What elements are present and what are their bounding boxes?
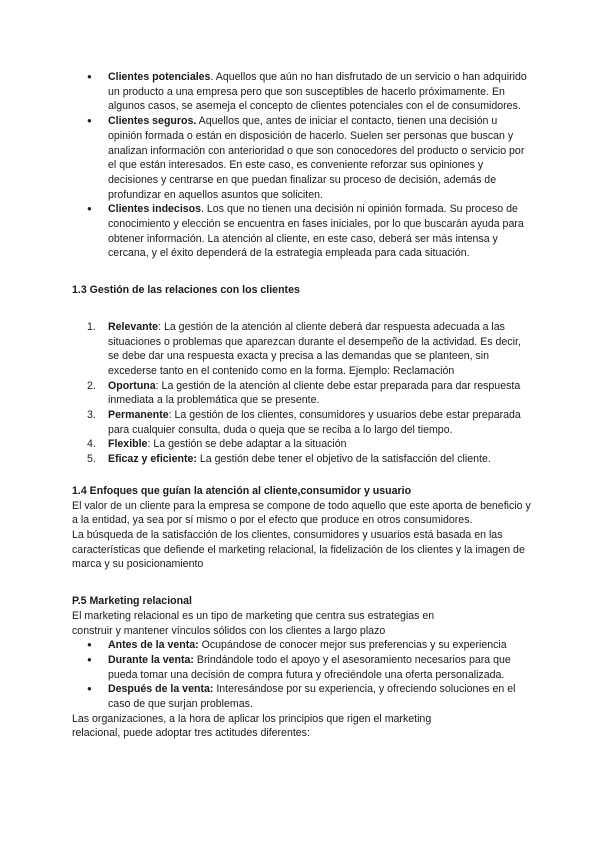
list-item — [72, 408, 534, 437]
paragraph-line: Las organizaciones, a la hora de aplicar los principios que rigen el marketing — [72, 712, 432, 725]
list-item — [72, 638, 534, 653]
list-item — [72, 70, 534, 114]
item-term: Clientes potenciales — [108, 71, 211, 83]
management-criteria-list — [72, 320, 534, 467]
list-item — [72, 653, 534, 682]
item-text: : La gestión de la atención al cliente debe estar preparada para dar respuesta inmediata a la problemática que se presente. — [108, 379, 521, 407]
item-number: 3. — [87, 409, 96, 422]
item-number: 1. — [87, 320, 96, 333]
item-number: 2. — [87, 379, 96, 392]
item-text: : La gestión de la atención al cliente deberá dar respuesta adecuada a las situaciones o problemas que aparezcan durante el desempeño de la actividad. Es decir, se debe dar una respuesta exacta y precisa a las demandas que se planteen, sin excederse tanto en el contenido como en la forma. Ejemplo: Reclamación — [108, 320, 521, 377]
item-text: : La gestión de los clientes, consumidores y usuarios debe estar preparada para cualquier consulta, duda o queja que se reciba a lo largo del tiempo. — [108, 409, 521, 436]
item-term: Clientes seguros. — [108, 115, 197, 128]
item-term: Relevante — [108, 320, 159, 333]
section-heading: 1.4 Enfoques que guían la atención al cliente,consumidor y usuario — [72, 484, 412, 497]
paragraph-line: relacional, puede adoptar tres actitudes diferentes: — [72, 727, 310, 740]
client-types-list — [72, 70, 534, 261]
list-item — [72, 452, 534, 467]
paragraph: El valor de un cliente para la empresa se compone de todo aquello que este aporta de beneficio y a la entidad, ya sea por sí mismo o por el efecto que produce en otros consumidores. — [72, 499, 531, 527]
item-text: La gestión debe tener el objetivo de la satisfacción del cliente. — [196, 453, 491, 466]
item-term: Después de la venta: — [108, 683, 214, 696]
item-text: Ocupándose de conocer mejor sus preferencias y su experiencia — [198, 639, 507, 652]
item-text: : La gestión se debe adaptar a la situación — [147, 438, 347, 451]
item-text: Interesándose por su experiencia, y ofreciendo soluciones en el caso de que surjan problemas. — [108, 683, 516, 711]
item-text: . Los que no tienen una decisión ni opinión formada. Su proceso de conocimiento y elección se encuentra en fases iniciales, por lo que buscarán ayuda para obtener información. La atención al cliente, en este caso, deberá ser más intensa y cercana, y el éxito dependerá de la estrategia empleada para cada situación. — [108, 203, 524, 260]
paragraph: La búsqueda de la satisfacción de los clientes, consumidores y usuarios está basada en las características que defiende el marketing relacional, la fidelización de los clientes y la imagen de marca y su posicionamiento — [72, 528, 525, 571]
item-term: Eficaz y eficiente: — [108, 453, 197, 466]
list-item — [72, 202, 534, 261]
section-heading: P.5 Marketing relacional — [72, 595, 192, 608]
item-number: 4. — [87, 438, 96, 451]
item-text: Aquellos que, antes de iniciar el contacto, tienen una decisión u opinión formada o están en disposición de hacerlo. Suelen ser personas que buscan y analizan información con anterioridad o que son conocedores del producto o servicio por el que están interesados. En este caso, es conveniente reforzar sus opiniones y decisiones y centrarse en que puedan finalizar su proceso de decisión, además de profundizar en aquellos asuntos que soliciten. — [108, 115, 525, 201]
list-item — [72, 320, 534, 379]
section-heading: 1.3 Gestión de las relaciones con los clientes — [72, 284, 300, 297]
item-term: Oportuna — [108, 379, 156, 392]
item-text: . Aquellos que aún no han disfrutado de un servicio o han adquirido un producto a una empresa pero que son susceptibles de hacerlo próximamente. En algunos casos, se asemeja el concepto de clientes potenciales con el de consumidores. — [108, 71, 527, 113]
item-term: Flexible — [108, 438, 148, 451]
item-term: Antes de la venta: — [108, 639, 199, 652]
list-item — [72, 379, 534, 408]
item-text: Brindándole todo el apoyo y el asesoramiento necesarios para que pueda tomar una decisión de compra futura y ofreciéndole una oferta personalizada. — [108, 653, 511, 681]
item-term: Permanente — [108, 409, 169, 422]
list-item — [72, 437, 534, 452]
item-term: Durante la venta: — [108, 653, 194, 666]
paragraph-line: El marketing relacional es un tipo de marketing que centra sus estrategias en — [72, 609, 435, 622]
sale-stages-list — [72, 638, 534, 712]
paragraph-line: construir y mantener vínculos sólidos con los clientes a largo plazo — [72, 624, 386, 637]
list-item — [72, 114, 534, 202]
document-page — [72, 70, 534, 741]
item-term: Clientes indecisos — [108, 203, 202, 216]
item-number: 5. — [87, 453, 96, 466]
list-item — [72, 682, 534, 711]
